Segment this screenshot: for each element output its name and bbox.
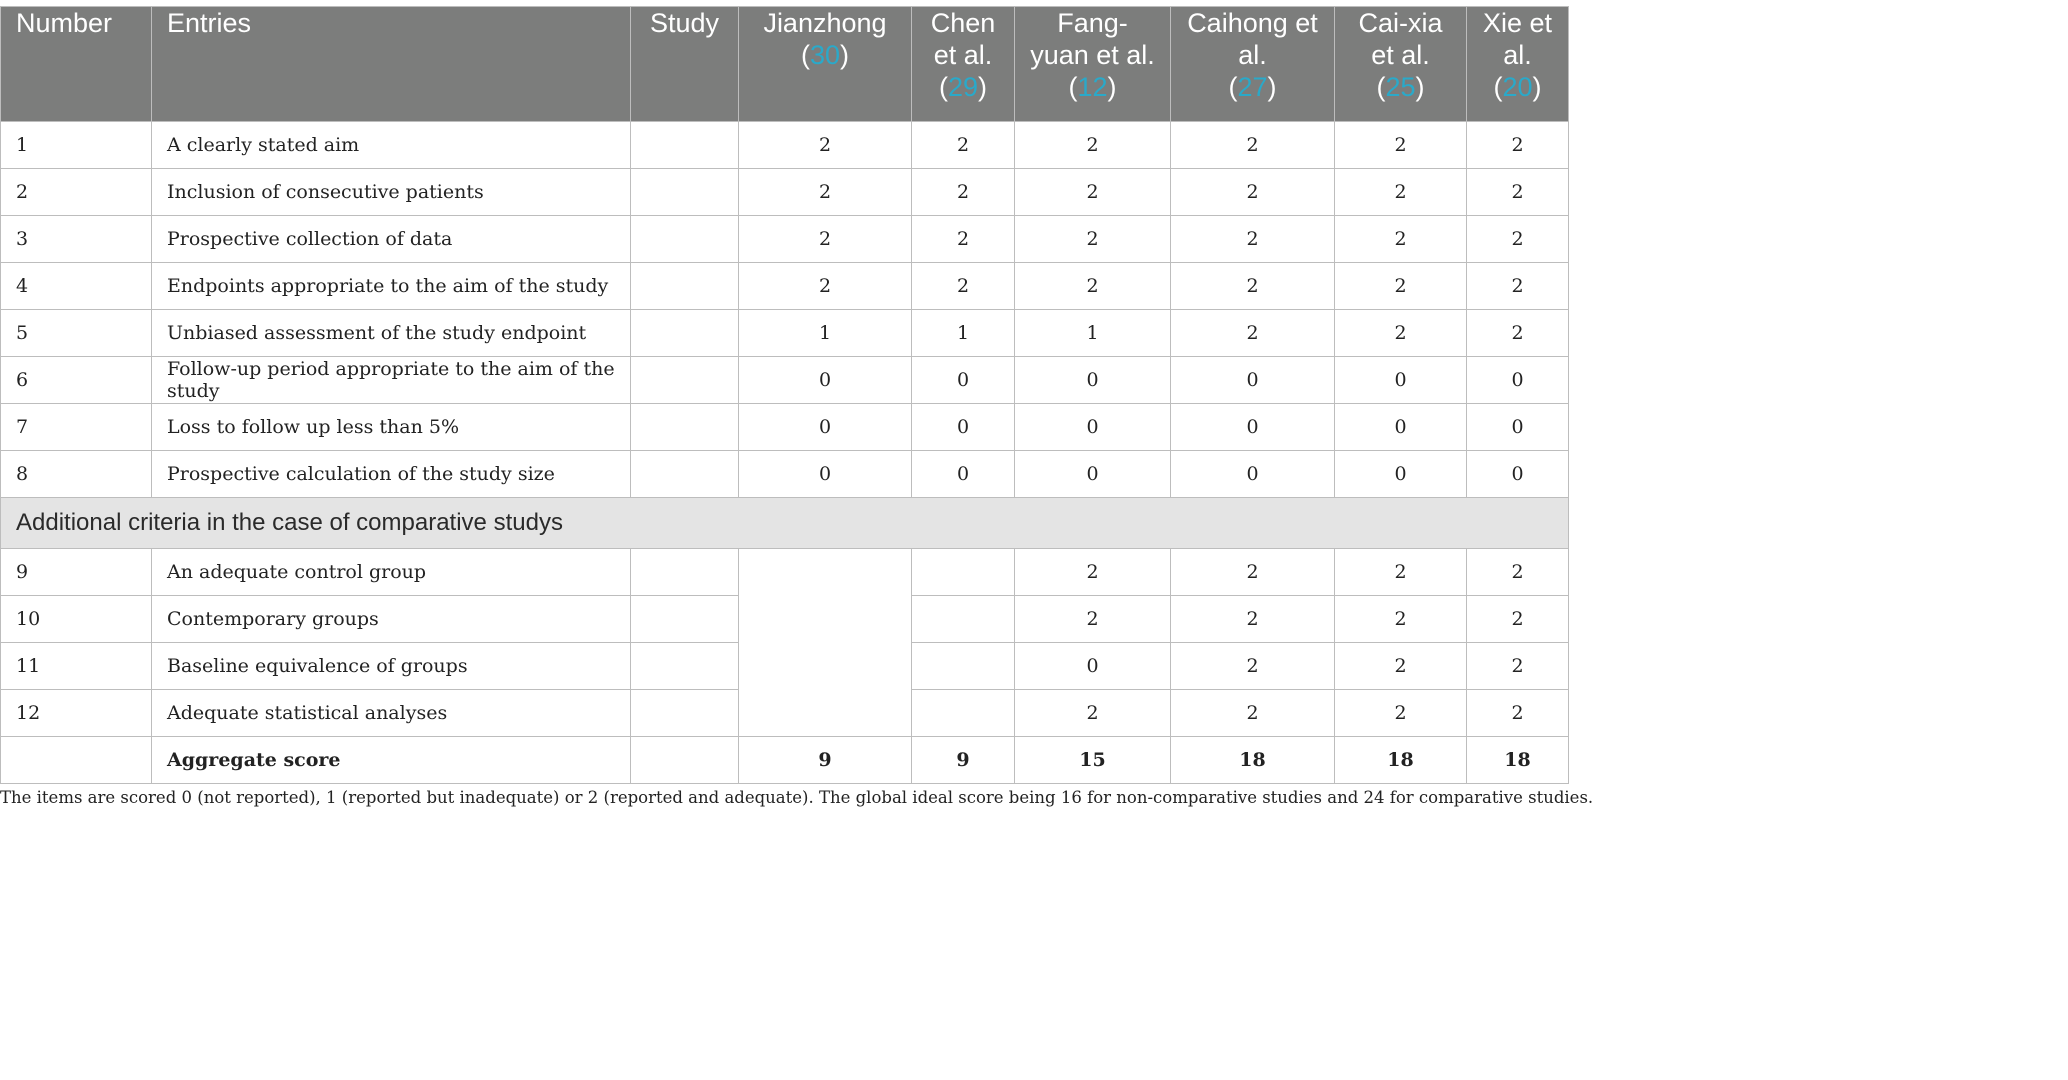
header-study-3: Fang-yuan et al. (12) bbox=[1015, 7, 1171, 122]
score-cell: 2 bbox=[912, 263, 1015, 310]
empty-merged-cell bbox=[739, 549, 912, 737]
score-cell: 2 bbox=[1335, 122, 1467, 169]
score-cell: 0 bbox=[1335, 357, 1467, 404]
table-row bbox=[1, 263, 1569, 310]
study-cell bbox=[631, 643, 739, 690]
score-cell: 2 bbox=[739, 263, 912, 310]
score-cell: 2 bbox=[739, 216, 912, 263]
score-cell: 2 bbox=[1171, 263, 1335, 310]
row-number: 4 bbox=[1, 263, 152, 310]
row-entry: A clearly stated aim bbox=[152, 122, 631, 169]
score-cell: 2 bbox=[1015, 122, 1171, 169]
row-entry: Unbiased assessment of the study endpoint bbox=[152, 310, 631, 357]
reference-link[interactable]: 25 bbox=[1385, 72, 1416, 102]
score-cell: 0 bbox=[1171, 357, 1335, 404]
table-row bbox=[1, 549, 1569, 596]
reference-link[interactable]: 29 bbox=[947, 72, 979, 102]
score-cell: 2 bbox=[1335, 643, 1467, 690]
study-name: Caihong et al. bbox=[1187, 8, 1318, 70]
study-cell bbox=[631, 451, 739, 498]
score-cell: 2 bbox=[1467, 643, 1569, 690]
reference-link[interactable]: 20 bbox=[1502, 72, 1533, 102]
score-cell: 2 bbox=[1171, 310, 1335, 357]
score-cell: 1 bbox=[912, 310, 1015, 357]
aggregate-score: 9 bbox=[912, 737, 1015, 784]
study-name: Chen et al. bbox=[930, 8, 996, 70]
study-cell bbox=[631, 357, 739, 404]
row-number: 12 bbox=[1, 690, 152, 737]
study-cell bbox=[631, 737, 739, 784]
score-cell: 0 bbox=[1467, 404, 1569, 451]
study-cell bbox=[631, 596, 739, 643]
study-cell bbox=[631, 404, 739, 451]
row-number: 5 bbox=[1, 310, 152, 357]
score-cell: 0 bbox=[1015, 404, 1171, 451]
score-cell: 0 bbox=[739, 357, 912, 404]
aggregate-label: Aggregate score bbox=[152, 737, 631, 784]
header-row bbox=[1, 7, 1569, 122]
score-cell: 2 bbox=[1171, 216, 1335, 263]
minors-quality-table bbox=[0, 6, 1569, 784]
score-cell: 0 bbox=[1171, 404, 1335, 451]
score-cell: 2 bbox=[739, 169, 912, 216]
score-cell: 2 bbox=[1467, 310, 1569, 357]
study-cell bbox=[631, 549, 739, 596]
header-study-4: Caihong et al. (27) bbox=[1171, 7, 1335, 122]
aggregate-score: 18 bbox=[1335, 737, 1467, 784]
score-cell: 2 bbox=[1171, 122, 1335, 169]
study-name: Cai-xia et al. bbox=[1358, 8, 1443, 70]
score-cell: 2 bbox=[1467, 216, 1569, 263]
section-row bbox=[1, 498, 1569, 549]
section-title: Additional criteria in the case of comparative studys bbox=[1, 498, 1569, 549]
empty-cell bbox=[912, 596, 1015, 643]
score-cell: 2 bbox=[1467, 549, 1569, 596]
row-number: 6 bbox=[1, 357, 152, 404]
score-cell: 2 bbox=[1015, 690, 1171, 737]
row-entry: Follow-up period appropriate to the aim of the study bbox=[152, 357, 631, 404]
header-study-2: Chen et al. (29) bbox=[912, 7, 1015, 122]
score-cell: 0 bbox=[739, 404, 912, 451]
row-number: 9 bbox=[1, 549, 152, 596]
score-cell: 2 bbox=[1015, 549, 1171, 596]
row-entry: Adequate statistical analyses bbox=[152, 690, 631, 737]
score-cell: 2 bbox=[1467, 690, 1569, 737]
score-cell: 2 bbox=[1467, 263, 1569, 310]
header-number: Number bbox=[1, 7, 152, 122]
table-row bbox=[1, 404, 1569, 451]
table-row bbox=[1, 357, 1569, 404]
score-cell: 2 bbox=[739, 122, 912, 169]
study-cell bbox=[631, 690, 739, 737]
score-cell: 2 bbox=[912, 169, 1015, 216]
row-number: 8 bbox=[1, 451, 152, 498]
score-cell: 0 bbox=[912, 357, 1015, 404]
row-entry: Loss to follow up less than 5% bbox=[152, 404, 631, 451]
score-cell: 2 bbox=[1467, 169, 1569, 216]
score-cell: 0 bbox=[1467, 451, 1569, 498]
study-name: Jianzhong bbox=[763, 8, 887, 38]
header-study: Study bbox=[631, 7, 739, 122]
reference-link[interactable]: 27 bbox=[1237, 72, 1268, 102]
study-name: Xie et al. bbox=[1482, 8, 1553, 70]
aggregate-score: 15 bbox=[1015, 737, 1171, 784]
row-number bbox=[1, 737, 152, 784]
score-cell: 0 bbox=[912, 451, 1015, 498]
score-cell: 0 bbox=[1335, 451, 1467, 498]
row-entry: Endpoints appropriate to the aim of the study bbox=[152, 263, 631, 310]
row-entry: Baseline equivalence of groups bbox=[152, 643, 631, 690]
score-cell: 0 bbox=[1015, 451, 1171, 498]
score-cell: 0 bbox=[739, 451, 912, 498]
score-cell: 2 bbox=[1335, 596, 1467, 643]
study-cell bbox=[631, 310, 739, 357]
score-cell: 2 bbox=[912, 216, 1015, 263]
row-entry: An adequate control group bbox=[152, 549, 631, 596]
table-row bbox=[1, 216, 1569, 263]
aggregate-row bbox=[1, 737, 1569, 784]
score-cell: 2 bbox=[1171, 169, 1335, 216]
score-cell: 2 bbox=[1171, 596, 1335, 643]
aggregate-score: 18 bbox=[1467, 737, 1569, 784]
table-row bbox=[1, 169, 1569, 216]
reference-link[interactable]: 30 bbox=[809, 40, 841, 70]
empty-cell bbox=[912, 643, 1015, 690]
study-name: Fang-yuan et al. bbox=[1030, 8, 1155, 70]
header-study-6: Xie et al. (20) bbox=[1467, 7, 1569, 122]
score-cell: 0 bbox=[1171, 451, 1335, 498]
score-cell: 0 bbox=[1335, 404, 1467, 451]
score-cell: 2 bbox=[1335, 263, 1467, 310]
score-cell: 1 bbox=[1015, 310, 1171, 357]
score-cell: 2 bbox=[1171, 549, 1335, 596]
reference-link[interactable]: 12 bbox=[1077, 72, 1108, 102]
score-cell: 2 bbox=[1335, 690, 1467, 737]
score-cell: 2 bbox=[1335, 216, 1467, 263]
table-row bbox=[1, 451, 1569, 498]
table-footnote: The items are scored 0 (not reported), 1 (reported but inadequate) or 2 (reported and adequate). The global ideal score being 16 for non-comparative studies and 24 for comparative studies. bbox=[0, 788, 1594, 807]
score-cell: 0 bbox=[1467, 357, 1569, 404]
row-number: 3 bbox=[1, 216, 152, 263]
study-cell bbox=[631, 122, 739, 169]
score-cell: 2 bbox=[1015, 216, 1171, 263]
score-cell: 2 bbox=[1015, 596, 1171, 643]
row-number: 2 bbox=[1, 169, 152, 216]
score-cell: 1 bbox=[739, 310, 912, 357]
header-study-5: Cai-xia et al. (25) bbox=[1335, 7, 1467, 122]
row-entry: Inclusion of consecutive patients bbox=[152, 169, 631, 216]
empty-cell bbox=[912, 690, 1015, 737]
row-entry: Prospective calculation of the study size bbox=[152, 451, 631, 498]
table-row bbox=[1, 310, 1569, 357]
score-cell: 2 bbox=[1467, 596, 1569, 643]
table-row bbox=[1, 122, 1569, 169]
row-entry: Contemporary groups bbox=[152, 596, 631, 643]
row-entry: Prospective collection of data bbox=[152, 216, 631, 263]
header-entries: Entries bbox=[152, 7, 631, 122]
score-cell: 2 bbox=[1171, 690, 1335, 737]
aggregate-score: 18 bbox=[1171, 737, 1335, 784]
row-number: 1 bbox=[1, 122, 152, 169]
aggregate-score: 9 bbox=[739, 737, 912, 784]
score-cell: 2 bbox=[1015, 263, 1171, 310]
score-cell: 2 bbox=[1335, 169, 1467, 216]
score-cell: 2 bbox=[912, 122, 1015, 169]
score-cell: 2 bbox=[1335, 310, 1467, 357]
header-study-1: Jianzhong (30) bbox=[739, 7, 912, 122]
study-cell bbox=[631, 216, 739, 263]
row-number: 7 bbox=[1, 404, 152, 451]
score-cell: 0 bbox=[912, 404, 1015, 451]
study-cell bbox=[631, 169, 739, 216]
score-cell: 0 bbox=[1015, 357, 1171, 404]
empty-cell bbox=[912, 549, 1015, 596]
row-number: 11 bbox=[1, 643, 152, 690]
score-cell: 2 bbox=[1335, 549, 1467, 596]
row-number: 10 bbox=[1, 596, 152, 643]
score-cell: 2 bbox=[1171, 643, 1335, 690]
score-cell: 2 bbox=[1015, 169, 1171, 216]
score-cell: 2 bbox=[1467, 122, 1569, 169]
study-cell bbox=[631, 263, 739, 310]
score-cell: 0 bbox=[1015, 643, 1171, 690]
